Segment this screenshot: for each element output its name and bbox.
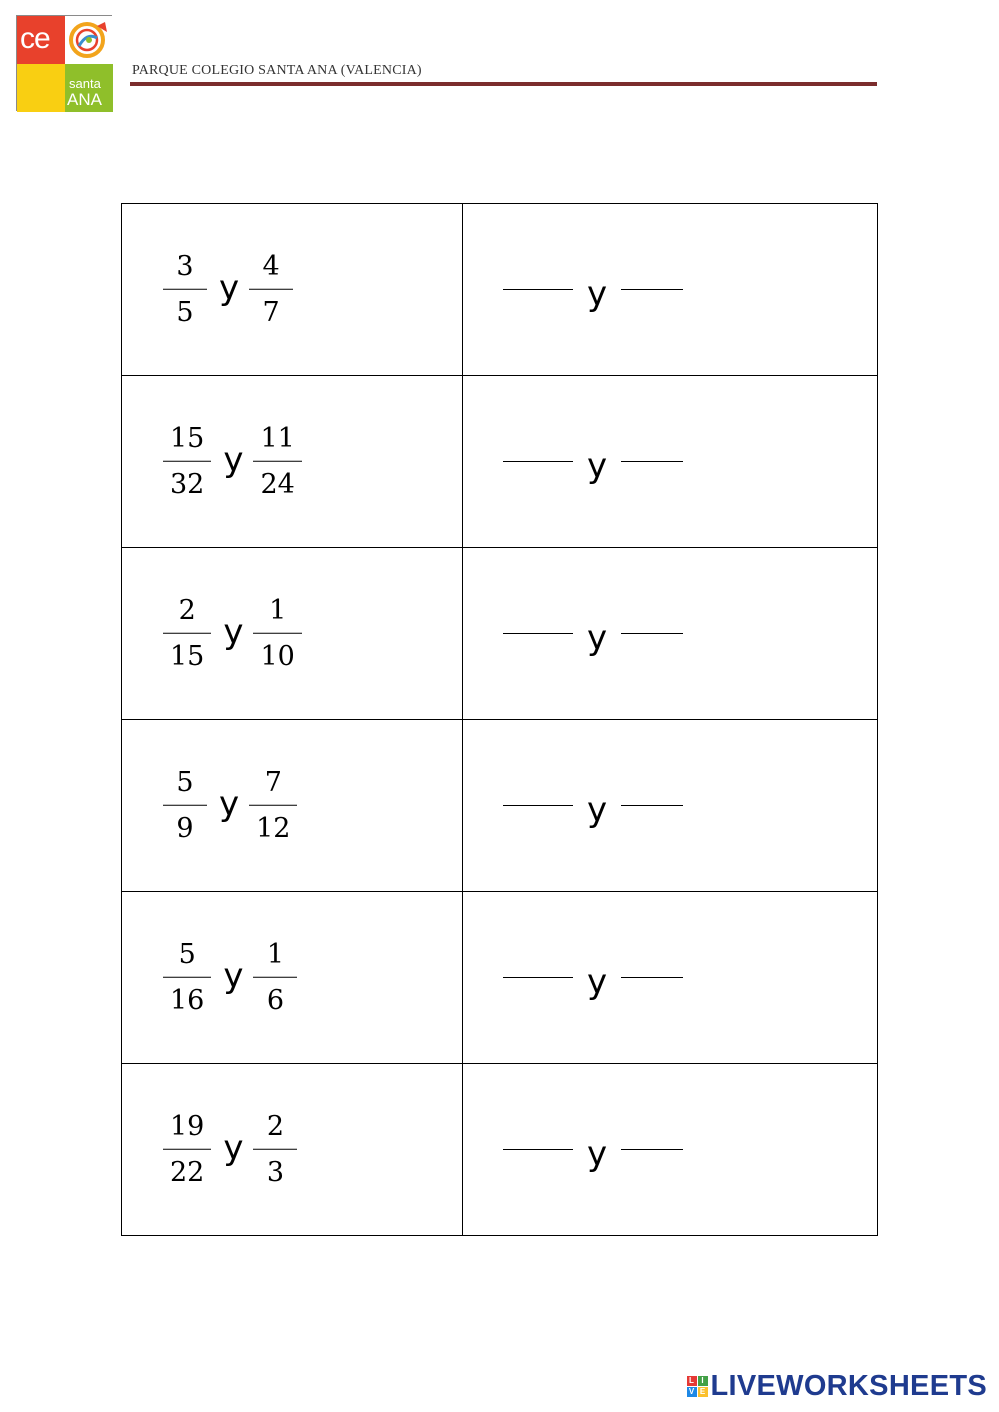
brand-icon-letter: V <box>687 1387 697 1397</box>
fraction-b-denominator: 3 <box>266 1156 285 1188</box>
answer-cell <box>463 376 878 548</box>
header-divider <box>130 82 877 86</box>
fraction-bar <box>163 976 211 978</box>
fraction-a-denominator: 32 <box>170 468 205 500</box>
fraction-b-denominator: 7 <box>262 296 280 328</box>
fraction-b <box>253 422 301 501</box>
fraction-bar <box>163 460 211 462</box>
fraction-b-denominator: 10 <box>260 640 295 672</box>
logo-quadrant-green <box>65 64 113 112</box>
fraction-pair <box>163 938 297 1017</box>
connector-y: y <box>223 439 244 480</box>
fraction-bar <box>163 632 211 634</box>
logo-quadrant-red <box>17 16 65 64</box>
fraction-bar <box>249 288 293 290</box>
fraction-b-denominator: 12 <box>256 812 291 844</box>
fraction-b-numerator: 11 <box>260 422 295 454</box>
liveworksheets-wordmark: LIVEWORKSHEETS <box>710 1370 987 1402</box>
answer-blank-2[interactable] <box>621 633 683 634</box>
fraction-a-denominator: 5 <box>176 296 194 328</box>
connector-y: y <box>223 1127 244 1168</box>
fraction-b <box>253 594 301 673</box>
answer-blank-1[interactable] <box>503 805 573 806</box>
fraction-a <box>163 938 211 1017</box>
answer-pair <box>503 1133 683 1174</box>
fraction-pair <box>163 1110 297 1189</box>
answer-blank-2[interactable] <box>621 289 683 290</box>
fraction-a-numerator: 5 <box>178 938 196 970</box>
answer-blank-1[interactable] <box>503 633 573 634</box>
header-title: PARQUE COLEGIO SANTA ANA (VALENCIA) <box>132 63 422 78</box>
fraction-pair <box>163 766 297 845</box>
fraction-a <box>163 250 207 329</box>
answer-pair <box>503 273 683 314</box>
fraction-bar <box>253 632 301 634</box>
logo-ana-text: ANA <box>67 90 102 109</box>
fraction-pair-cell <box>122 720 463 892</box>
fraction-a <box>163 422 211 501</box>
fraction-b-denominator: 6 <box>266 984 285 1016</box>
fraction-pair <box>163 422 302 501</box>
fraction-b-numerator: 1 <box>269 594 287 626</box>
connector-y: y <box>219 783 240 824</box>
brand-icon-letter: L <box>687 1376 697 1386</box>
connector-y: y <box>223 611 244 652</box>
worksheet-body <box>122 204 878 1236</box>
logo-ce-text: ce <box>20 22 50 55</box>
liveworksheets-brand[interactable] <box>687 1372 988 1401</box>
fraction-a-denominator: 9 <box>176 812 194 844</box>
fraction-a-denominator: 22 <box>170 1156 205 1188</box>
brand-icon-letter: I <box>698 1376 708 1386</box>
answer-blank-1[interactable] <box>503 1149 573 1150</box>
answer-pair <box>503 961 683 1002</box>
fraction-pair-cell <box>122 204 463 376</box>
fraction-bar <box>163 804 207 806</box>
logo-santa-text: santa <box>69 76 101 91</box>
fraction-a-numerator: 3 <box>176 250 194 282</box>
answer-blank-1[interactable] <box>503 461 573 462</box>
logo-quadrant-yellow <box>17 64 65 112</box>
answer-pair <box>503 617 683 658</box>
fraction-pair <box>163 594 302 673</box>
connector-y: y <box>587 617 608 658</box>
fraction-a-numerator: 19 <box>170 1110 205 1142</box>
fraction-a-numerator: 15 <box>170 422 205 454</box>
answer-blank-1[interactable] <box>503 289 573 290</box>
fraction-b-numerator: 4 <box>262 250 280 282</box>
fraction-a-numerator: 2 <box>178 594 196 626</box>
answer-cell <box>463 204 878 376</box>
fraction-bar <box>253 976 297 978</box>
fraction-pair-cell <box>122 892 463 1064</box>
answer-cell <box>463 720 878 892</box>
connector-y: y <box>587 789 608 830</box>
worksheet-row <box>122 204 878 376</box>
fraction-a <box>163 594 211 673</box>
worksheet-row <box>122 892 878 1064</box>
fraction-pair-cell <box>122 548 463 720</box>
answer-cell <box>463 892 878 1064</box>
fraction-a-denominator: 15 <box>170 640 205 672</box>
answer-blank-2[interactable] <box>621 805 683 806</box>
worksheet-row <box>122 720 878 892</box>
answer-blank-2[interactable] <box>621 977 683 978</box>
answer-pair <box>503 789 683 830</box>
fraction-b <box>253 938 297 1017</box>
connector-y: y <box>587 445 608 486</box>
answer-blank-2[interactable] <box>621 461 683 462</box>
connector-y: y <box>587 1133 608 1174</box>
connector-y: y <box>587 961 608 1002</box>
fraction-b <box>253 1110 297 1189</box>
worksheet-row <box>122 548 878 720</box>
fraction-pair-cell <box>122 376 463 548</box>
fraction-bar <box>163 288 207 290</box>
fraction-b-numerator: 7 <box>264 766 282 798</box>
worksheet-row <box>122 1064 878 1236</box>
fraction-b <box>249 250 293 329</box>
fraction-bar <box>253 460 301 462</box>
connector-y: y <box>587 273 608 314</box>
brand-icon-letter: E <box>698 1387 708 1397</box>
answer-pair <box>503 445 683 486</box>
fraction-b-denominator: 24 <box>260 468 295 500</box>
fraction-pair-cell <box>122 1064 463 1236</box>
fraction-a-denominator: 16 <box>170 984 205 1016</box>
fraction-bar <box>253 1148 297 1150</box>
fraction-b <box>249 766 297 845</box>
liveworksheets-logo-icon <box>687 1376 708 1397</box>
connector-y: y <box>219 267 240 308</box>
fraction-bar <box>249 804 297 806</box>
logo-emblem-icon <box>67 18 111 62</box>
fraction-a <box>163 766 207 845</box>
worksheet-row <box>122 376 878 548</box>
answer-cell <box>463 1064 878 1236</box>
worksheet-table <box>121 203 878 1236</box>
fraction-b-numerator: 2 <box>266 1110 285 1142</box>
fraction-b-numerator: 1 <box>266 938 285 970</box>
fraction-pair <box>163 250 293 329</box>
answer-blank-1[interactable] <box>503 977 573 978</box>
school-logo <box>16 15 112 111</box>
fraction-bar <box>163 1148 211 1150</box>
fraction-a-numerator: 5 <box>176 766 194 798</box>
answer-cell <box>463 548 878 720</box>
connector-y: y <box>223 955 244 996</box>
fraction-a <box>163 1110 211 1189</box>
logo-quadrant-emblem <box>65 16 113 64</box>
answer-blank-2[interactable] <box>621 1149 683 1150</box>
